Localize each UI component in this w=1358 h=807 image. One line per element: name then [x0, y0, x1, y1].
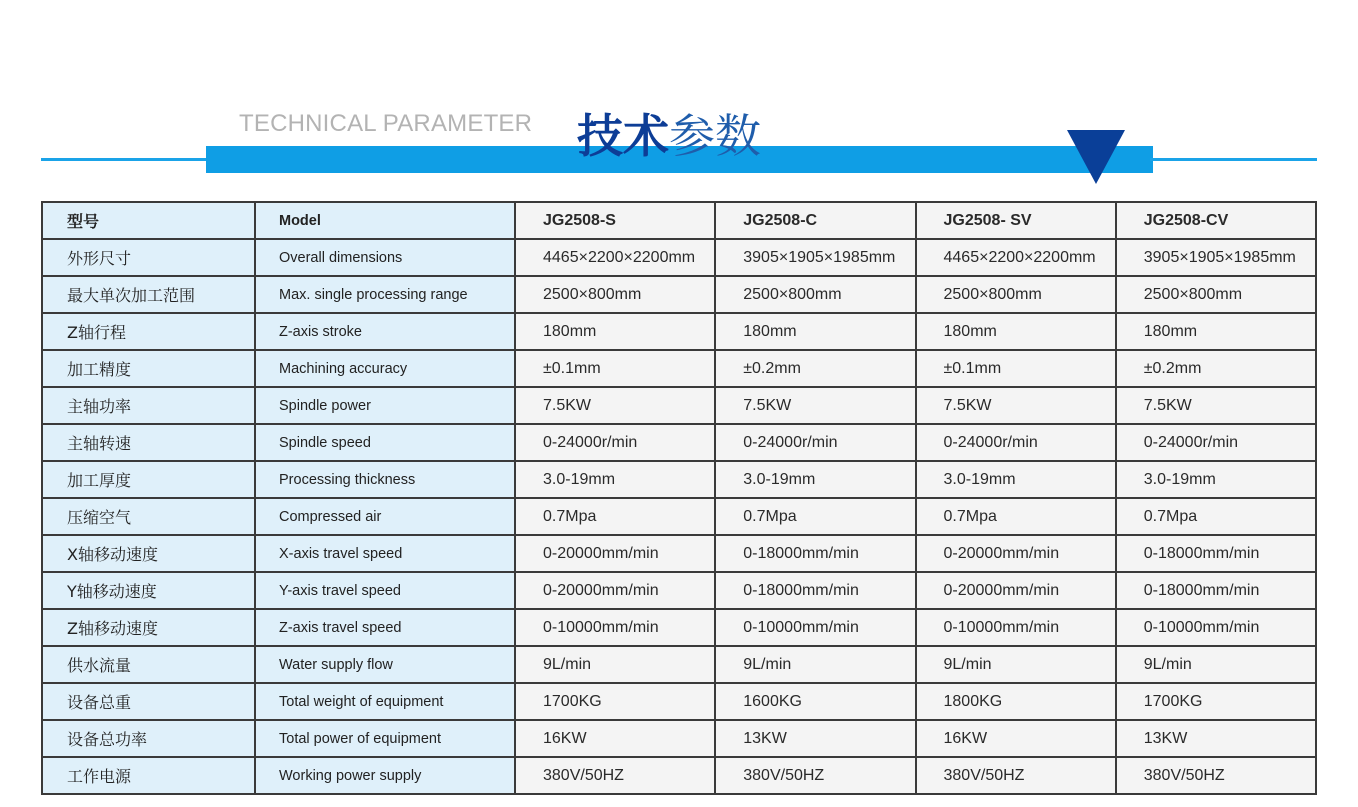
- param-value-cell: 0.7Mpa: [715, 498, 915, 535]
- param-value-cell: 4465×2200×2200mm: [916, 239, 1116, 276]
- param-value-cell: 4465×2200×2200mm: [515, 239, 715, 276]
- table-row: [42, 313, 1316, 350]
- param-name-cn: 压缩空气: [42, 498, 255, 535]
- param-value-cell: 16KW: [515, 720, 715, 757]
- table-row: [42, 609, 1316, 646]
- param-name-cn: 主轴转速: [42, 424, 255, 461]
- table-header-row: [42, 202, 1316, 239]
- param-value-cell: 180mm: [1116, 313, 1316, 350]
- param-value-cell: 0-10000mm/min: [715, 609, 915, 646]
- param-value-cell: 9L/min: [715, 646, 915, 683]
- table-row: [42, 720, 1316, 757]
- param-name-cn: 供水流量: [42, 646, 255, 683]
- param-value-cell: 3905×1905×1985mm: [715, 239, 915, 276]
- param-value-cell: 1700KG: [515, 683, 715, 720]
- section-title-light: 参数: [669, 109, 761, 163]
- model-header-cell: JG2508-CV: [1116, 202, 1316, 239]
- param-value-cell: ±0.2mm: [715, 350, 915, 387]
- param-name-en: Compressed air: [255, 498, 515, 535]
- param-value-cell: 0-24000r/min: [1116, 424, 1316, 461]
- param-value-cell: 380V/50HZ: [715, 757, 915, 794]
- table-row: [42, 535, 1316, 572]
- param-value-cell: ±0.2mm: [1116, 350, 1316, 387]
- section-title-strong: 技术: [577, 109, 669, 163]
- param-value-cell: 13KW: [1116, 720, 1316, 757]
- param-value-cell: 0.7Mpa: [1116, 498, 1316, 535]
- param-value-cell: 3905×1905×1985mm: [1116, 239, 1316, 276]
- param-value-cell: 0-24000r/min: [916, 424, 1116, 461]
- param-value-cell: 2500×800mm: [515, 276, 715, 313]
- param-name-en: Z-axis travel speed: [255, 609, 515, 646]
- param-name-en: Overall dimensions: [255, 239, 515, 276]
- table-row: [42, 461, 1316, 498]
- section-subtitle: TECHNICAL PARAMETER: [239, 110, 533, 137]
- param-name-en: Total weight of equipment: [255, 683, 515, 720]
- table-row: [42, 683, 1316, 720]
- param-name-cn: 工作电源: [42, 757, 255, 794]
- param-value-cell: 0-20000mm/min: [916, 535, 1116, 572]
- table-row: [42, 239, 1316, 276]
- param-value-cell: 0-20000mm/min: [515, 572, 715, 609]
- header-rule-right: [1150, 158, 1317, 161]
- param-name-en: X-axis travel speed: [255, 535, 515, 572]
- param-name-en: Processing thickness: [255, 461, 515, 498]
- param-value-cell: 0-20000mm/min: [515, 535, 715, 572]
- param-value-cell: 3.0-19mm: [715, 461, 915, 498]
- param-value-cell: 0-24000r/min: [715, 424, 915, 461]
- param-name-en: Machining accuracy: [255, 350, 515, 387]
- param-name-cn: 外形尺寸: [42, 239, 255, 276]
- section-title: [577, 108, 761, 164]
- param-value-cell: 7.5KW: [715, 387, 915, 424]
- param-name-en: Water supply flow: [255, 646, 515, 683]
- param-name-en: Spindle speed: [255, 424, 515, 461]
- param-name-en: Z-axis stroke: [255, 313, 515, 350]
- param-value-cell: 0.7Mpa: [916, 498, 1116, 535]
- triangle-down-icon: [1067, 130, 1125, 184]
- param-name-cn: 最大单次加工范围: [42, 276, 255, 313]
- param-value-cell: 9L/min: [916, 646, 1116, 683]
- table-row: [42, 572, 1316, 609]
- param-value-cell: 0-20000mm/min: [916, 572, 1116, 609]
- param-name-cn: X轴移动速度: [42, 535, 255, 572]
- model-header-cell: JG2508-S: [515, 202, 715, 239]
- param-value-cell: 0-24000r/min: [515, 424, 715, 461]
- param-value-cell: 2500×800mm: [1116, 276, 1316, 313]
- param-value-cell: 0-18000mm/min: [715, 572, 915, 609]
- param-value-cell: 0-18000mm/min: [1116, 535, 1316, 572]
- param-value-cell: 380V/50HZ: [1116, 757, 1316, 794]
- param-value-cell: 2500×800mm: [916, 276, 1116, 313]
- header-cell-en: Model: [255, 202, 515, 239]
- param-value-cell: 1700KG: [1116, 683, 1316, 720]
- param-value-cell: 380V/50HZ: [515, 757, 715, 794]
- param-value-cell: 0-18000mm/min: [1116, 572, 1316, 609]
- param-value-cell: 0.7Mpa: [515, 498, 715, 535]
- param-value-cell: ±0.1mm: [916, 350, 1116, 387]
- param-value-cell: 13KW: [715, 720, 915, 757]
- param-value-cell: 0-10000mm/min: [916, 609, 1116, 646]
- param-value-cell: 0-18000mm/min: [715, 535, 915, 572]
- param-value-cell: 180mm: [916, 313, 1116, 350]
- param-value-cell: 16KW: [916, 720, 1116, 757]
- param-value-cell: 180mm: [715, 313, 915, 350]
- param-value-cell: 380V/50HZ: [916, 757, 1116, 794]
- model-header-cell: JG2508- SV: [916, 202, 1116, 239]
- param-value-cell: 3.0-19mm: [515, 461, 715, 498]
- param-value-cell: 2500×800mm: [715, 276, 915, 313]
- param-name-cn: 加工厚度: [42, 461, 255, 498]
- param-name-en: Working power supply: [255, 757, 515, 794]
- param-value-cell: 7.5KW: [916, 387, 1116, 424]
- param-value-cell: 9L/min: [515, 646, 715, 683]
- param-name-cn: 设备总重: [42, 683, 255, 720]
- section-header: [0, 0, 1358, 200]
- technical-parameter-table: [41, 201, 1317, 795]
- table-row: [42, 276, 1316, 313]
- header-rule-left: [41, 158, 211, 161]
- table-row: [42, 757, 1316, 794]
- param-value-cell: 3.0-19mm: [1116, 461, 1316, 498]
- table-row: [42, 387, 1316, 424]
- param-value-cell: ±0.1mm: [515, 350, 715, 387]
- param-name-cn: 加工精度: [42, 350, 255, 387]
- param-name-en: Spindle power: [255, 387, 515, 424]
- param-value-cell: 0-10000mm/min: [515, 609, 715, 646]
- model-header-cell: JG2508-C: [715, 202, 915, 239]
- param-value-cell: 7.5KW: [515, 387, 715, 424]
- param-value-cell: 0-10000mm/min: [1116, 609, 1316, 646]
- header-cell-cn: 型号: [42, 202, 255, 239]
- param-value-cell: 1800KG: [916, 683, 1116, 720]
- param-name-cn: 设备总功率: [42, 720, 255, 757]
- param-name-cn: Y轴移动速度: [42, 572, 255, 609]
- param-value-cell: 3.0-19mm: [916, 461, 1116, 498]
- param-name-en: Max. single processing range: [255, 276, 515, 313]
- table-row: [42, 646, 1316, 683]
- param-value-cell: 9L/min: [1116, 646, 1316, 683]
- param-name-cn: Z轴行程: [42, 313, 255, 350]
- table-row: [42, 498, 1316, 535]
- param-name-en: Total power of equipment: [255, 720, 515, 757]
- table-row: [42, 350, 1316, 387]
- param-name-en: Y-axis travel speed: [255, 572, 515, 609]
- param-value-cell: 1600KG: [715, 683, 915, 720]
- param-name-cn: Z轴移动速度: [42, 609, 255, 646]
- table-row: [42, 424, 1316, 461]
- param-name-cn: 主轴功率: [42, 387, 255, 424]
- param-value-cell: 7.5KW: [1116, 387, 1316, 424]
- param-value-cell: 180mm: [515, 313, 715, 350]
